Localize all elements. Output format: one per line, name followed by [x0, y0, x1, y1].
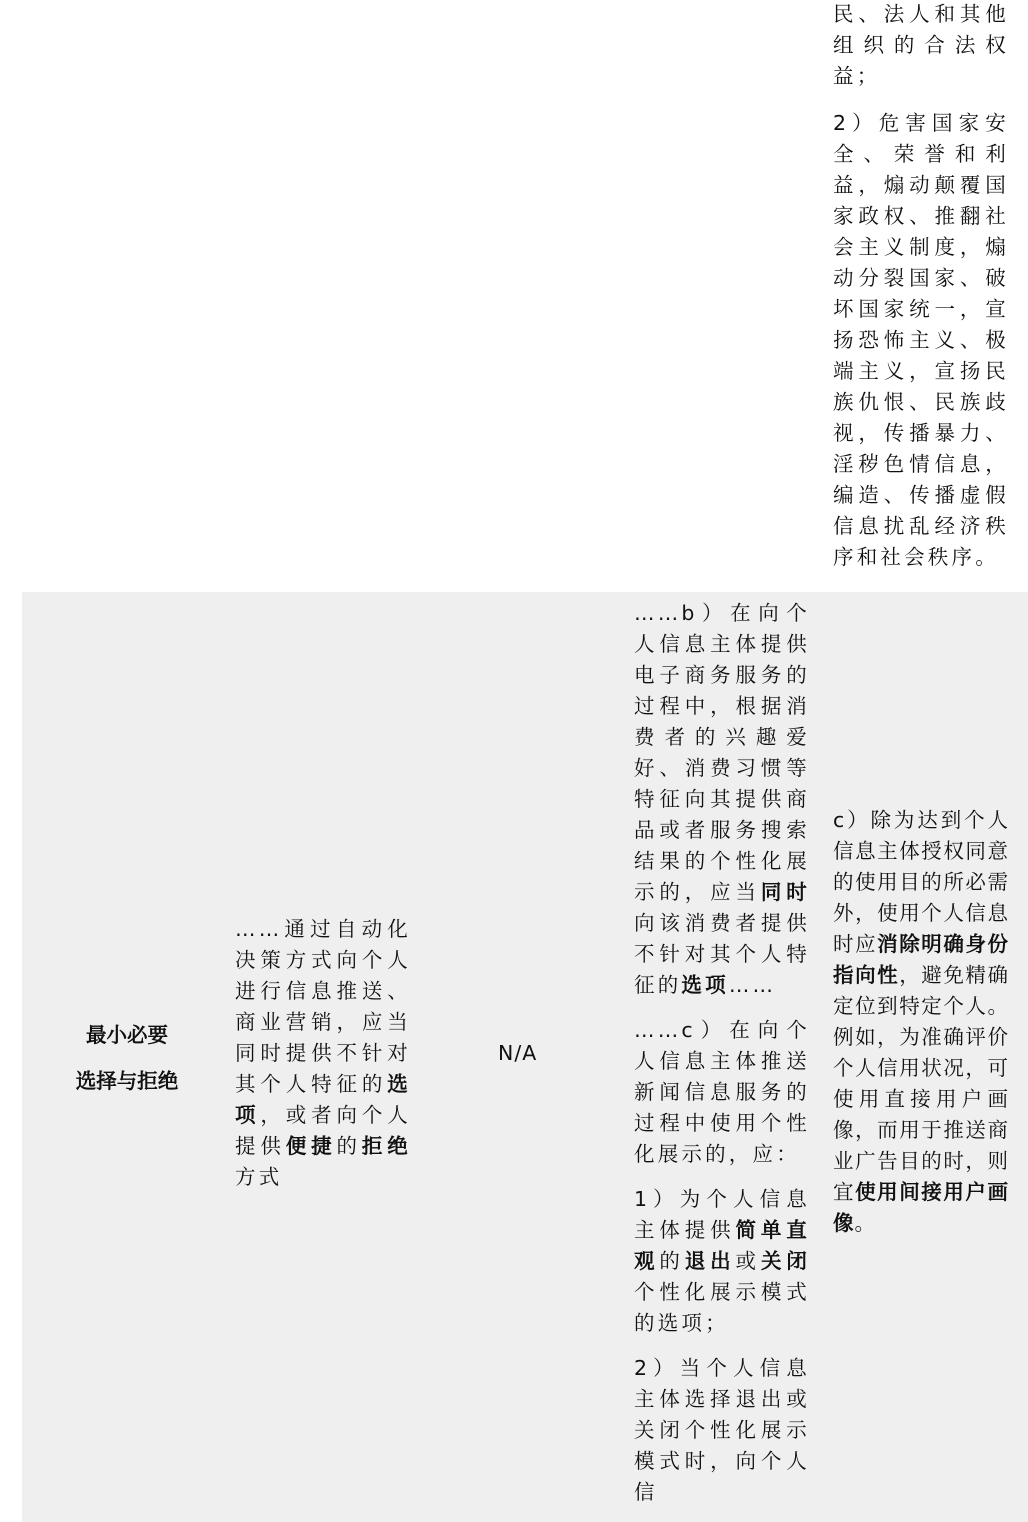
col4-text-3: 。 — [854, 1211, 876, 1235]
col1-text-3: 的 — [336, 1134, 362, 1158]
col3-paragraph-1 — [634, 1184, 810, 1339]
col4-text-2: ，避免精确定位到特定个人。例如，为准确评价个人信用状况，可使用直接用户画像，而用于推送商业广告目的时，则宜 — [833, 963, 1010, 1204]
col3-b-text-1: ……b）在向个人信息主体提供电子商务服务的过程中，根据消费者的兴趣爱好、消费习惯等特征向其提供商品或者服务搜索结果的个性化展示的，应当 — [634, 601, 810, 904]
col3-paragraph-2: 2）当个人信息主体选择退出或关闭个性化展示模式时，向个人信 — [634, 1356, 810, 1504]
col1-bold-options: 选项 — [235, 1072, 411, 1127]
row-label-line-1: 最小必要 — [86, 1023, 168, 1047]
col1-bold-convenient: 便捷 — [285, 1134, 337, 1158]
col3-1-bold-exit: 退出 — [684, 1249, 736, 1273]
row-label-line-2: 选择与拒绝 — [75, 1069, 179, 1093]
col3-1-text-3: 或 — [735, 1249, 761, 1273]
col3-b-bold-options: 选项 — [681, 973, 729, 997]
top-row-col4-cell — [833, 0, 1009, 573]
top-row-col4-paragraph-1: 民、法人和其他组织的合法权益； — [833, 2, 1009, 88]
col2-na-cell: N/A — [498, 1041, 538, 1065]
col4-text-1: c）除为达到个人信息主体授权同意的使用目的所必需外，使用个人信息时应 — [833, 808, 1009, 956]
col3-1-bold-close: 关闭 — [760, 1249, 811, 1273]
row-label-cell — [66, 1012, 188, 1104]
col1-bold-refuse: 拒绝 — [361, 1134, 412, 1158]
col4-bold-indirect-profile: 使用间接用户画像 — [833, 1180, 1010, 1235]
col4-bold-remove-identity: 消除明确身份指向性 — [833, 932, 1010, 987]
col3-1-text-4: 个性化展示模式的选项； — [634, 1280, 810, 1335]
col3-cell — [634, 598, 810, 1508]
col3-paragraph-b — [634, 598, 810, 1001]
top-row-col4-paragraph-2: 2）危害国家安全、荣誉和利益，煽动颠覆国家政权、推翻社会主义制度，煽动分裂国家、破坏国家统一，宣扬恐怖主义、极端主义，宣扬民族仇恨、民族歧视，传播暴力、淫秽色情信息，编造、传播虚假信息扰乱经济秩序和社会秩序。 — [833, 111, 1009, 569]
col3-b-bold-simultaneous: 同时 — [760, 880, 811, 904]
col3-paragraph-c: ……c）在向个人信息主体推送新闻信息服务的过程中使用个性化展示的，应： — [634, 1018, 810, 1166]
col3-1-bold-simple: 简单直观 — [634, 1218, 810, 1273]
col3-1-text-2: 的 — [659, 1249, 685, 1273]
col3-b-text-2: 向该消费者提供不针对其个人特征的 — [634, 911, 810, 997]
col1-text-1: ……通过自动化决策方式向个人进行信息推送、商业营销，应当同时提供不针对其个人特征的 — [235, 917, 411, 1096]
col1-text-2: ，或者向个人提供 — [235, 1103, 412, 1158]
col1-cell — [235, 914, 411, 1193]
col1-text-4: 方式 — [235, 1165, 283, 1189]
col3-1-text-1: 1）为个人信息主体提供 — [634, 1187, 810, 1242]
col3-b-text-3: …… — [728, 973, 777, 997]
col4-cell — [833, 805, 1009, 1239]
